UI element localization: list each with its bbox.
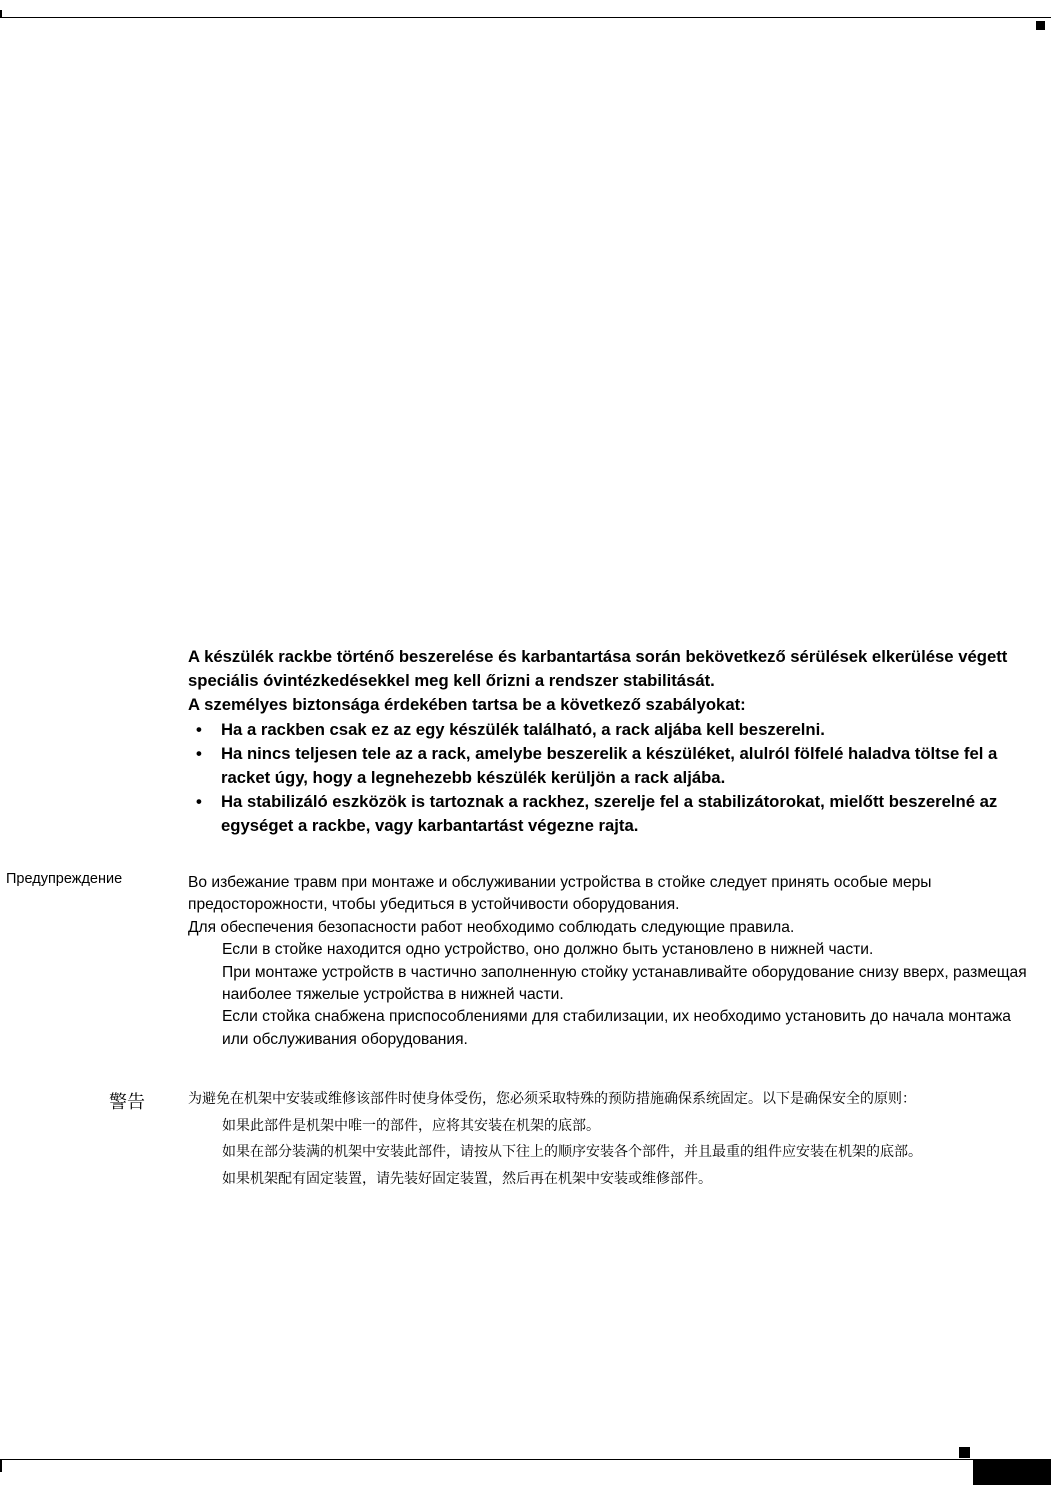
page-number-tab xyxy=(973,1460,1051,1485)
russian-rules-heading: Для обеспечения безопасности работ необходимо соблюдать следующие правила. xyxy=(188,918,795,936)
bullet-icon: • xyxy=(196,743,202,763)
list-item: • Ha a rackben csak ez az egy készülék található, a rack aljába kell beszerelni. xyxy=(188,718,1038,742)
russian-warning-label: Предупреждение xyxy=(6,871,123,887)
list-item: • Ha stabilizáló eszközök is tartoznak a rackhez, szerelje fel a stabilizátorokat, mielőtt beszerelné az egységet a rackbe, vagy karbantartást végezne rajta. xyxy=(196,792,998,836)
chinese-rule-list xyxy=(188,1113,1038,1193)
russian-warning xyxy=(188,872,1038,1051)
russian-intro: Во избежание травм при монтаже и обслуживании устройства в стойке следует принять особые меры предосторожности, чтобы убедиться в устойчивости оборудования. xyxy=(188,874,932,914)
header-marker xyxy=(1036,21,1045,30)
footer-corner-mark xyxy=(0,1460,2,1472)
list-item: 如果在部分装满的机架中安装此部件，请按从下往上的顺序安装各个部件，并且最重的组件应安装在机架的底部。 xyxy=(222,1144,922,1160)
header-rule xyxy=(0,17,1051,18)
list-item: Если стойка снабжена приспособлениями для стабилизации, их необходимо установить до начала монтажа или обслуживания оборудования. xyxy=(222,1008,1011,1048)
chinese-warning xyxy=(188,1086,1038,1192)
hungarian-rule-list xyxy=(188,718,1038,839)
list-item: 如果此部件是机架中唯一的部件，应将其安装在机架的底部。 xyxy=(222,1117,600,1134)
hungarian-rules-heading: A személyes biztonsága érdekében tartsa be a következő szabályokat: xyxy=(188,695,746,715)
footer-rule xyxy=(0,1459,1051,1460)
russian-rule-list xyxy=(188,939,1038,1051)
list-item: При монтаже устройств в частично заполненную стойку устанавливайте оборудование снизу вверх, размещая наиболее тяжелые устройства в нижней части. xyxy=(222,963,1027,1004)
hungarian-intro: A készülék rackbe történő beszerelése és karbantartása során bekövetkező sérülések elkerülése végett speciális óvintézkedésekkel meg kell őrizni a rendszer stabilitását. xyxy=(188,647,1008,691)
chinese-warning-label: 警告 xyxy=(109,1092,145,1113)
footer-marker xyxy=(959,1447,970,1458)
hungarian-warning xyxy=(188,645,1038,839)
list-item: Если в стойке находится одно устройство, оно должно быть установлено в нижней части. xyxy=(222,941,874,959)
list-item: 如果机架配有固定装置，请先装好固定装置，然后再在机架中安装或维修部件。 xyxy=(222,1170,712,1187)
bullet-icon: • xyxy=(196,719,202,739)
chinese-intro: 为避免在机架中安装或维修该部件时使身体受伤，您必须采取特殊的预防措施确保系统固定。以下是确保安全的原则： xyxy=(188,1091,916,1107)
list-item: • Ha nincs teljesen tele az a rack, amelybe beszerelik a készüléket, alulról fölfelé haladva töltse fel a racket úgy, hogy a legnehezebb készülék kerüljön a rack aljába. xyxy=(196,743,998,788)
bullet-icon: • xyxy=(196,792,202,812)
